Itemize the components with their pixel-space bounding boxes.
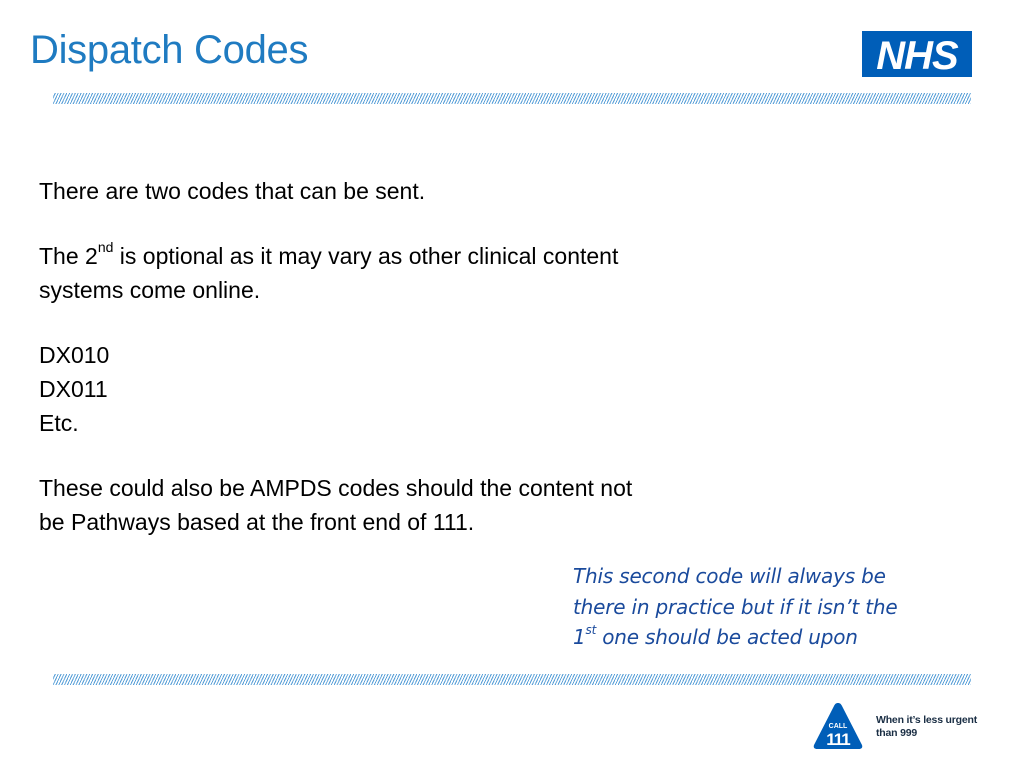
paragraph-two-codes: There are two codes that can be sent. [39, 178, 426, 204]
code-dx011: DX011 [39, 376, 108, 402]
badge-call-text: CALL [828, 723, 848, 730]
paragraph-optional [39, 239, 799, 273]
slide-body [39, 174, 799, 539]
footer-tagline [876, 714, 977, 740]
tagline-line1: When it’s less urgent [876, 714, 978, 726]
code-dx010: DX010 [39, 342, 110, 368]
nhs-logo-text: NHS [876, 34, 958, 77]
second-code-note [573, 561, 1003, 653]
paragraph-ampds-line1: These could also be AMPDS codes should the content not [39, 475, 633, 501]
note-line3-rest: one should be acted upon [596, 625, 858, 649]
nhs-logo [862, 31, 972, 77]
ordinal-suffix-nd: nd [97, 239, 114, 256]
tagline-line2: than 999 [876, 727, 917, 739]
note-line2: there in practice but if it isn’t the [573, 594, 898, 619]
call-111-badge [812, 701, 864, 751]
code-etc: Etc. [39, 410, 79, 436]
note-line1: This second code will always be [573, 564, 886, 588]
paragraph-ampds-line2: be Pathways based at the front end of 111. [39, 509, 475, 535]
ordinal-suffix-st: st [585, 623, 597, 638]
slide-title: Dispatch Codes [30, 28, 309, 72]
bottom-hatch-divider [53, 674, 971, 685]
note-line3-start: 1 [573, 625, 586, 649]
top-hatch-divider [53, 93, 971, 104]
paragraph-optional-line2: systems come online. [39, 277, 261, 303]
badge-number-text: 111 [826, 730, 850, 749]
paragraph-optional-start: The 2 [39, 243, 98, 269]
note-line3 [573, 622, 1003, 653]
paragraph-optional-rest: is optional as it may vary as other clinical content [113, 243, 619, 269]
